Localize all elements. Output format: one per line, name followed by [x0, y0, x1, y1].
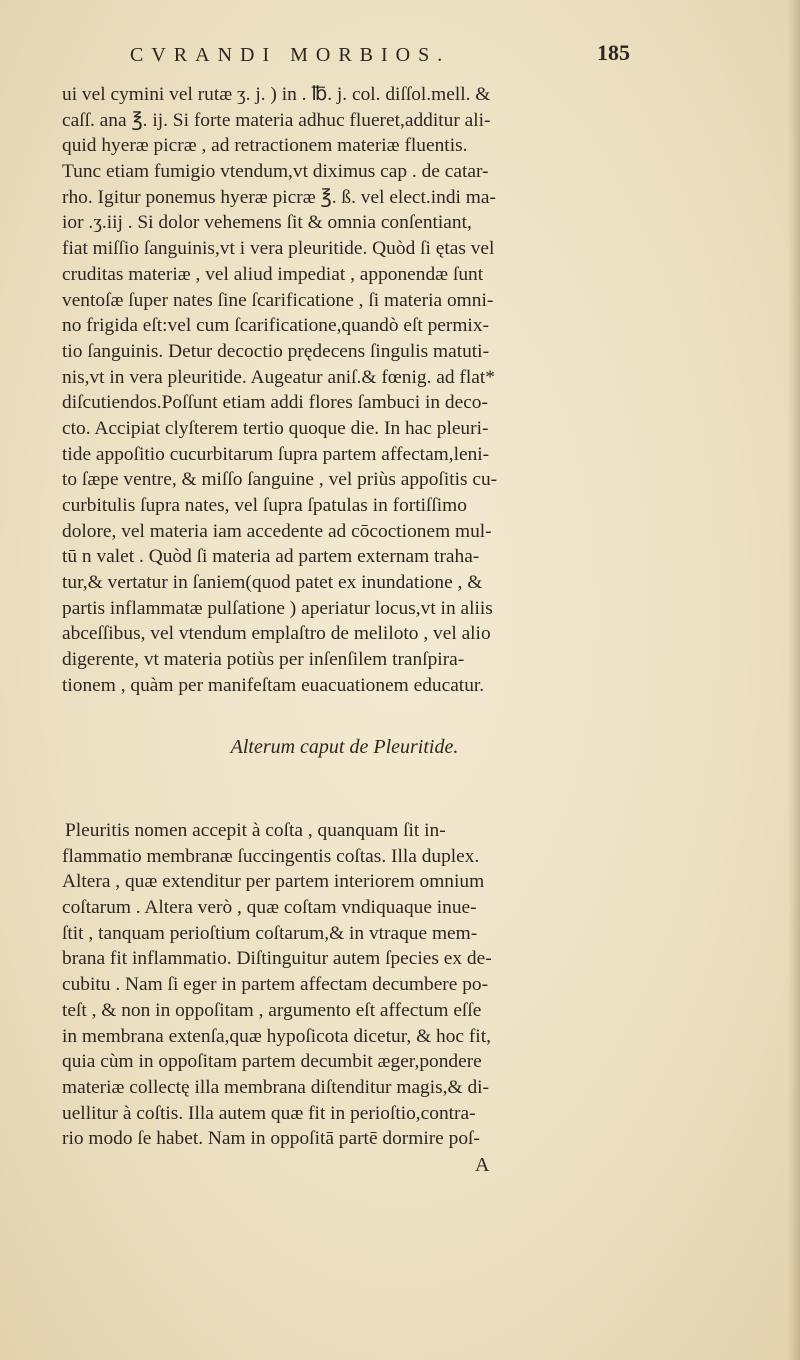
paragraph-1 — [62, 82, 627, 699]
paragraph-2 — [62, 818, 627, 1152]
text-line: uellitur à coſtis. Illa autem quæ fit in perioſtio,contra- — [62, 1102, 476, 1124]
text-line: cubitu . Nam ſi eger in partem affectam decumbere po- — [62, 974, 489, 996]
text-line: flammatio membranæ ſuccingentis coſtas. Illa duplex. — [62, 845, 480, 867]
text-line: tū n valet . Quòd ſi materia ad partem externam traha- — [62, 546, 480, 568]
section-heading: Alterum caput de Pleuritide. — [230, 736, 459, 758]
text-line: tide appoſitio cucurbitarum ſupra partem affectam,leni- — [62, 443, 490, 465]
page-number: 185 — [597, 40, 630, 65]
text-line: quia cùm in oppoſitam partem decumbit æger,pondere — [62, 1051, 482, 1073]
text-line: Altera , quæ extenditur per partem interiorem omnium — [62, 871, 485, 893]
text-line: Tunc etiam fumigio vtendum,vt diximus cap . de catar- — [62, 161, 489, 183]
text-line: in membrana extenſa,quæ hypoſicota dicetur, & hoc fit, — [62, 1025, 491, 1047]
text-line: diſcutiendos.Poſſunt etiam addi flores ſambuci in deco- — [62, 392, 488, 414]
text-line: ventoſæ ſuper nates ſine ſcarificatione , ſi materia omni- — [62, 289, 494, 311]
text-line: ſtit , tanquam perioſtium coſtarum,& in vtraque mem- — [62, 922, 478, 944]
text-line: rio modo ſe habet. Nam in oppoſitā partē dormire poſ- — [62, 1128, 480, 1150]
page-edge-shadow — [788, 0, 800, 1360]
text-line: no frigida eſt:vel cum ſcarificatione,quandò eſt permix- — [62, 315, 489, 337]
text-line: tio ſanguinis. Detur decoctio prędecens ſingulis matuti- — [62, 340, 490, 362]
text-line: ui vel cymini vel rutæ ʒ. j. ) in . ℔. j. col. diſſol.mell. & — [62, 84, 491, 105]
running-title: CVRANDI MORBIOS. — [130, 44, 451, 66]
text-line: caſſ. ana ℥. ij. Si forte materia adhuc flueret,additur ali- — [62, 109, 491, 131]
text-line: curbitulis ſupra nates, vel ſupra ſpatulas in fortiſſimo — [62, 495, 467, 516]
text-line: tionem , quàm per manifeſtam euacuationem educatur. — [62, 674, 485, 696]
text-line: to ſæpe ventre, & miſſo ſanguine , vel priùs appoſitis cu- — [62, 469, 498, 491]
text-line: rho. Igitur ponemus hyeræ picræ ℥. ß. vel elect.indi ma- — [62, 186, 496, 208]
text-line: Pleuritis nomen accepit à coſta , quanquam ſit in- — [65, 820, 446, 841]
text-line: ior .ʒ.iij . Si dolor vehemens ſit & omnia conſentiant, — [62, 212, 472, 234]
catchword: A — [475, 1154, 490, 1176]
text-line: abceſſibus, vel vtendum emplaſtro de meliloto , vel alio — [62, 623, 491, 645]
text-line: materiæ collectę illa membrana diſtenditur magis,& di- — [62, 1076, 490, 1098]
text-line: tur,& vertatur in ſaniem(quod patet ex inundatione , & — [62, 572, 483, 594]
text-line: coſtarum . Altera verò , quæ coſtam vndiquaque inue- — [62, 897, 477, 919]
text-line: partis inflammatæ pulſatione ) aperiatur locus,vt in aliis — [62, 597, 493, 619]
text-line: nis,vt in vera pleuritide. Augeatur aniſ.& fœnig. ad flat* — [62, 366, 495, 388]
text-line: digerente, vt materia potiùs per inſenſilem tranſpira- — [62, 649, 465, 671]
text-line: quid hyeræ picræ , ad retractionem materiæ fluentis. — [62, 135, 468, 157]
text-line: teſt , & non in oppoſitam , argumento eſt affectum eſſe — [62, 999, 482, 1021]
text-line: fiat miſſio ſanguinis,vt i vera pleuritide. Quòd ſi ętas vel — [62, 238, 495, 260]
text-line: cruditas materiæ , vel aliud impediat , apponendæ ſunt — [62, 263, 484, 285]
text-line: brana fit inflammatio. Diſtinguitur autem ſpecies ex de- — [62, 948, 492, 970]
text-line: cto. Accipiat clyſterem tertio quoque die. In hac pleuri- — [62, 417, 489, 439]
text-line: dolore, vel materia iam accedente ad cōcoctionem mul- — [62, 520, 492, 542]
